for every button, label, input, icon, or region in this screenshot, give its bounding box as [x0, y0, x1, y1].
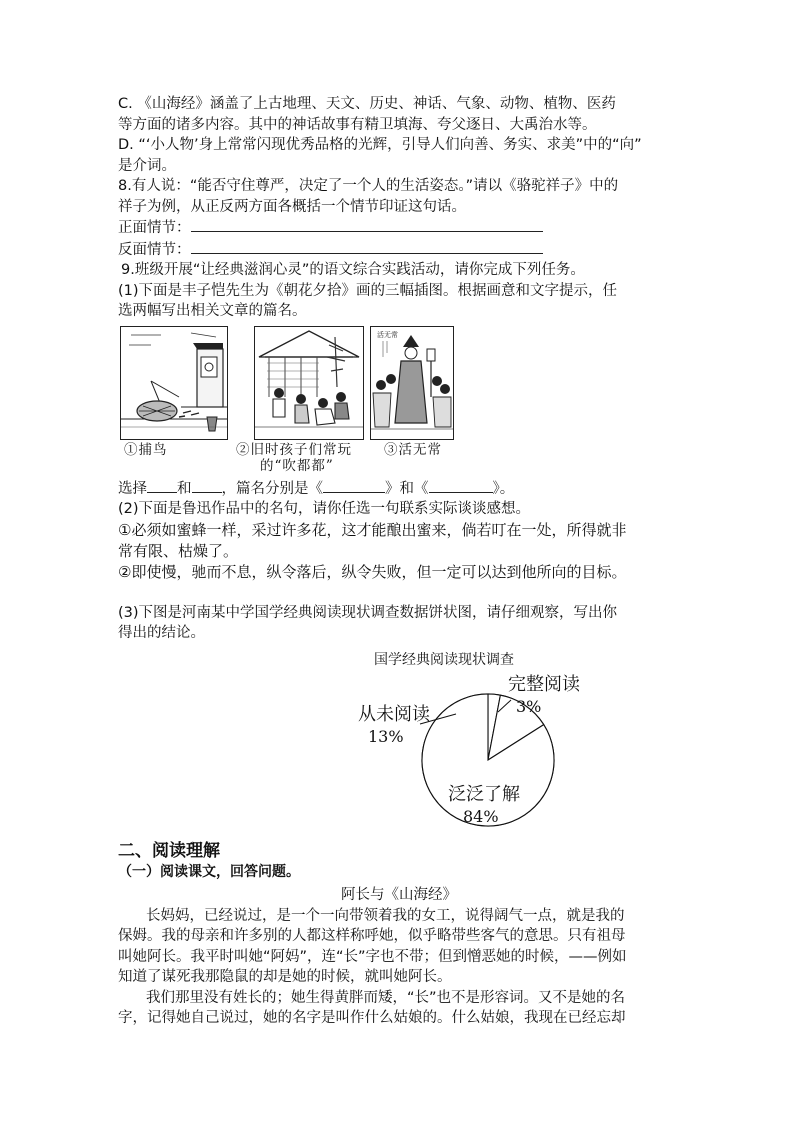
q8-line1: 8.有人说：“能否守住尊严，决定了一个人的生活姿态。”请以《骆驼祥子》中的 — [118, 178, 619, 194]
q8-negative-row — [118, 239, 680, 261]
illustrations-row — [118, 326, 680, 474]
title-blank-2[interactable] — [429, 478, 493, 493]
pie-label-1: 完整阅读 — [508, 673, 580, 695]
q9-quote2: ②即使慢，驰而不息，纵令落后，纵令失败，但一定可以达到他所向的目标。 — [118, 562, 627, 581]
caption-2: ②旧时孩子们常玩 — [236, 441, 352, 458]
title-blank-1[interactable] — [323, 478, 385, 493]
q8-negative-label: 反面情节： — [118, 241, 191, 258]
q9-part1-line1: (1)下面是丰子恺先生为《朝花夕拾》画的三幅插图。根据画意和文字提示，任 — [118, 282, 618, 299]
q9-intro: 9.班级开展“让经典滋润心灵”的语文综合实践活动，请你完成下列任务。 — [121, 262, 585, 278]
pie-value-2: 13% — [368, 726, 404, 746]
q9-quote1-line2: 常有限、枯燥了。 — [118, 541, 239, 560]
para2-line: 我们那里没有姓长的；她生得黄胖而矮，“长”也不是形容词。又不是她的名 — [146, 989, 626, 1006]
option-c-line1: C. 《山海经》涵盖了上古地理、天文、历史、神话、气象、动物、植物、医药 — [118, 96, 616, 112]
pie-chart — [118, 650, 680, 830]
q9-part1-line2: 选两幅写出相关文章的篇名。 — [118, 303, 307, 319]
illustration-huowuchang — [370, 326, 454, 440]
q8-negative-answer-line[interactable] — [191, 239, 543, 254]
q9-part2-line1: (2)下面是鲁迅作品中的名句，请你任选一句联系实际谈谈感想。 — [118, 501, 531, 517]
chart-title: 国学经典阅读现状调查 — [374, 651, 514, 668]
select-text-d: 》和《 — [385, 480, 429, 497]
pie-chart-area — [118, 650, 680, 830]
select-text-e: 》。 — [492, 480, 515, 497]
para1-line: 叫她阿长。我平时叫她“阿妈”，连“长”字也不带；但到憎恶她的时候，——例如 — [118, 948, 627, 965]
q8-line2: 祥子为例，从正反两方面各概括一个情节印证这句话。 — [118, 198, 466, 215]
section-heading: 二、阅读理解 — [118, 840, 220, 861]
illustration-children-playing — [254, 326, 364, 440]
section-subheading: （一）阅读课文，回答问题。 — [118, 863, 300, 880]
article-title: 阿长与《山海经》 — [341, 886, 457, 903]
pie-label-2: 从未阅读 — [358, 703, 430, 725]
para1-line: 知道了谋死我那隐鼠的却是她的时候，就叫她阿长。 — [118, 969, 452, 985]
q8-positive-answer-line[interactable] — [191, 217, 543, 232]
pie-label-3: 泛泛了解 — [448, 783, 520, 805]
pie-value-3: 84% — [463, 806, 499, 826]
select-text-c: ，篇名分别是《 — [221, 480, 323, 497]
caption-2-cont: 的“吹都都” — [260, 457, 334, 474]
para2-line: 字，记得她自己说过，她的名字是叫作什么姑娘的。什么姑娘，我现在已经忘却 — [118, 1010, 626, 1026]
select-blank-2[interactable] — [192, 478, 222, 493]
pie-value-1: 3% — [516, 696, 542, 716]
select-text-a: 选择 — [118, 480, 147, 497]
option-c-line2: 等方面的诸多内容。其中的神话故事有精卫填海、夸父逐日、大禹治水等。 — [118, 116, 597, 133]
option-d-line2: 是介词。 — [118, 157, 176, 174]
q9-part3-line2: 得出的结论。 — [118, 625, 205, 641]
q9-quote1-line1: ①必须如蜜蜂一样，采过许多花，这才能酿出蜜来，倘若叮在一处，所得就非 — [118, 520, 627, 539]
option-d-line1: D. “‘小人物’身上常常闪现优秀品格的光辉，引导人们向善、务实、求美”中的“向” — [118, 137, 642, 153]
q9-part3-line1: (3)下图是河南某中学国学经典阅读现状调查数据饼状图，请仔细观察，写出你 — [118, 604, 618, 621]
select-blank-1[interactable] — [147, 478, 177, 493]
para1-line: 保姆。我的母亲和许多别的人都这样称呼她，似乎略带些客气的意思。只有祖母 — [118, 928, 626, 944]
caption-3: ③活无常 — [384, 441, 442, 458]
select-text-b: 和 — [177, 480, 192, 497]
q9-select-row — [118, 478, 680, 500]
worksheet-page — [118, 94, 680, 1029]
para1-line: 长妈妈，已经说过，是一个一向带领着我的女工，说得阔气一点，就是我的 — [146, 907, 625, 924]
caption-1: ①捕鸟 — [124, 441, 168, 458]
q8-positive-row — [118, 217, 680, 239]
sign-text: 活无常 — [377, 330, 398, 339]
q8-positive-label: 正面情节： — [118, 220, 191, 236]
illustration-catching-birds — [120, 326, 228, 440]
